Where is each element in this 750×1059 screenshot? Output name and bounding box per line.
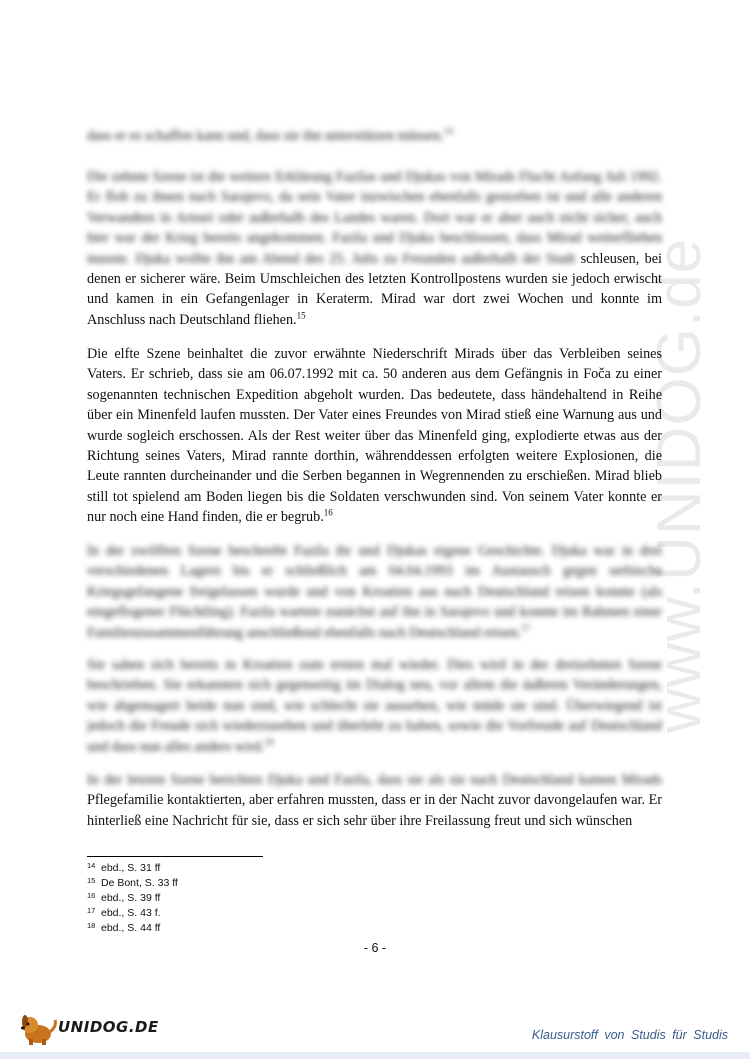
footnote-ref: 16 <box>323 507 333 518</box>
paragraph-1 <box>87 126 662 146</box>
paragraph-4 <box>87 541 662 643</box>
footnote-text: ebd., S. 31 ff <box>101 862 161 874</box>
watermark-text: www.UNIDOG.de <box>645 237 715 733</box>
footnote-number: 16 <box>87 891 96 900</box>
footnote-number: 14 <box>87 861 96 870</box>
footnote-ref: 14 <box>443 126 453 137</box>
footer-tagline: Klausurstoff von Studis für Studis <box>531 1028 728 1042</box>
paragraph-text: Die elfte Szene beinhaltet die zuvor erwähnte Niederschrift Mirads über das Verbleiben seines Vaters. Er schrieb, dass sie am 06.07.1992 mit ca. 50 anderen aus dem Gefängnis in Foča zu einer sogenannten technischen Expedition abgeholt wurden. Das bedeutete, dass händehaltend in Reihe über ein Minenfeld laufen mussten. Der Vater eines Freundes von Mirad stieß eine Warnung aus und wurde sogleich erschossen. Als der Rest weiter über das Minenfeld ging, explodierte etwas aus der Richtung seines Vaters, Mirad rannte dorthin, währenddessen erfolgten weitere Explosionen, die Leute rannten durcheinander und die Serben begannen in Wegrennenden zu erschießen. Mirad blieb still tot spielend am Boden liegen bis die Soldaten verschwunden sind. Von seinem Vater konnte er nur noch eine Hand finden, die er begrub. <box>87 346 662 526</box>
paragraph-5 <box>87 655 662 757</box>
footnotes <box>87 861 178 936</box>
footnote-text: ebd., S. 43 f. <box>101 907 161 919</box>
page-number: - 6 - <box>363 941 387 955</box>
footnote-ref: 15 <box>296 310 306 321</box>
footnote-number: 18 <box>87 921 96 930</box>
dog-icon <box>20 1012 60 1046</box>
blurred-text: dass er es schaffen kann und, dass sie ihn unterstützen müssen. <box>87 128 444 144</box>
footnote-text: ebd., S. 44 ff <box>101 922 161 934</box>
footnote-number: 17 <box>87 906 96 915</box>
footnote-ref: 18 <box>264 736 274 747</box>
footnote-ref: 17 <box>521 622 531 633</box>
unidog-logo <box>20 1012 160 1048</box>
footnote-text: De Bont, S. 33 ff <box>101 877 178 889</box>
paragraph-2 <box>87 167 662 330</box>
paragraph-3 <box>87 344 662 528</box>
blurred-text: Die zehnte Szene ist die weitere Erklärung Fazilas und Djukas von Mirads Flucht Anfang Juli 1992. Er floh zu ihnen nach Sarajevo, da sein Vater inzwischen ebenfalls gestorben ist und alle anderen Verwandten in Arnsei oder außerhalb des Landes waren. Dort war er aber auch nicht sicher, auch hier war der Krieg bereits angekommen. Fazila und Djuka beschlossen, dass Mirad weiterfliehen musste. Djuka wollte ihn am Abend des 25. Julis zu Freunden außerhalb der Stadt <box>87 169 662 267</box>
footer-band <box>0 1052 750 1059</box>
footnote-number: 15 <box>87 876 96 885</box>
blurred-text: In der letzten Szene berichten Djuka und Fazila, dass sie als sie nach Deutschland kamen Mirads <box>87 772 662 788</box>
footnote-text: ebd., S. 39 ff <box>101 892 161 904</box>
blurred-text: Sie sahen sich bereits in Kroatien zum ersten mal wieder. Dies wird in der dreizehnten Szene beschrieben. Sie erkannten sich gegenseitig im Dialog neu, vor allem die äußeren Veränderungen, wie abgemagert beide nun sind, wie schlecht sie aussehen, wie müde sie sind. Überwiegend ist jedoch die Freude sich wiederzusehen und überlebt zu haben, sowie die Vorfreude auf Deutschland und dass nun alles anders wird. <box>87 657 662 755</box>
blurred-text: In der zwölften Szene beschreibt Fazila ihr und Djukas eigene Geschichte. Djuka war in drei verschiedenen Lagern bis er schließlich am 04.04.1993 im Austausch gegen serbische Kriegsgefangene freigelassen wurde und von Kroatien aus nach Deutschland reisen konnte (als eingeflogener Flüchtling). Fazila wartete zunächst auf ihn in Sarajevo und konnte im Rahmen einer Familienzusammenführung anschließend ebenfalls nach Deutschland reisen. <box>87 543 662 641</box>
paragraph-text: schleusen, bei denen er sicherer wäre. Beim Umschleichen des letzten Kontrollpostens wurden sie jedoch erwischt und kamen in ein Gefangenlager in Keraterm. Mirad war dort zwei Wochen und konnte im Anschluss nach Deutschland fliehen. <box>87 250 662 328</box>
footnote <box>87 921 178 936</box>
paragraph-6 <box>87 770 662 831</box>
paragraph-text: Pflegefamilie kontaktierten, aber erfahren mussten, dass er in der Nacht zuvor davongelaufen war. Er hinterließ eine Nachricht für sie, dass er sich sehr über ihre Freilassung freut und sich wünschen <box>87 792 662 829</box>
footnote-divider <box>87 856 263 857</box>
logo-text: UNIDOG.DE <box>58 1018 159 1036</box>
